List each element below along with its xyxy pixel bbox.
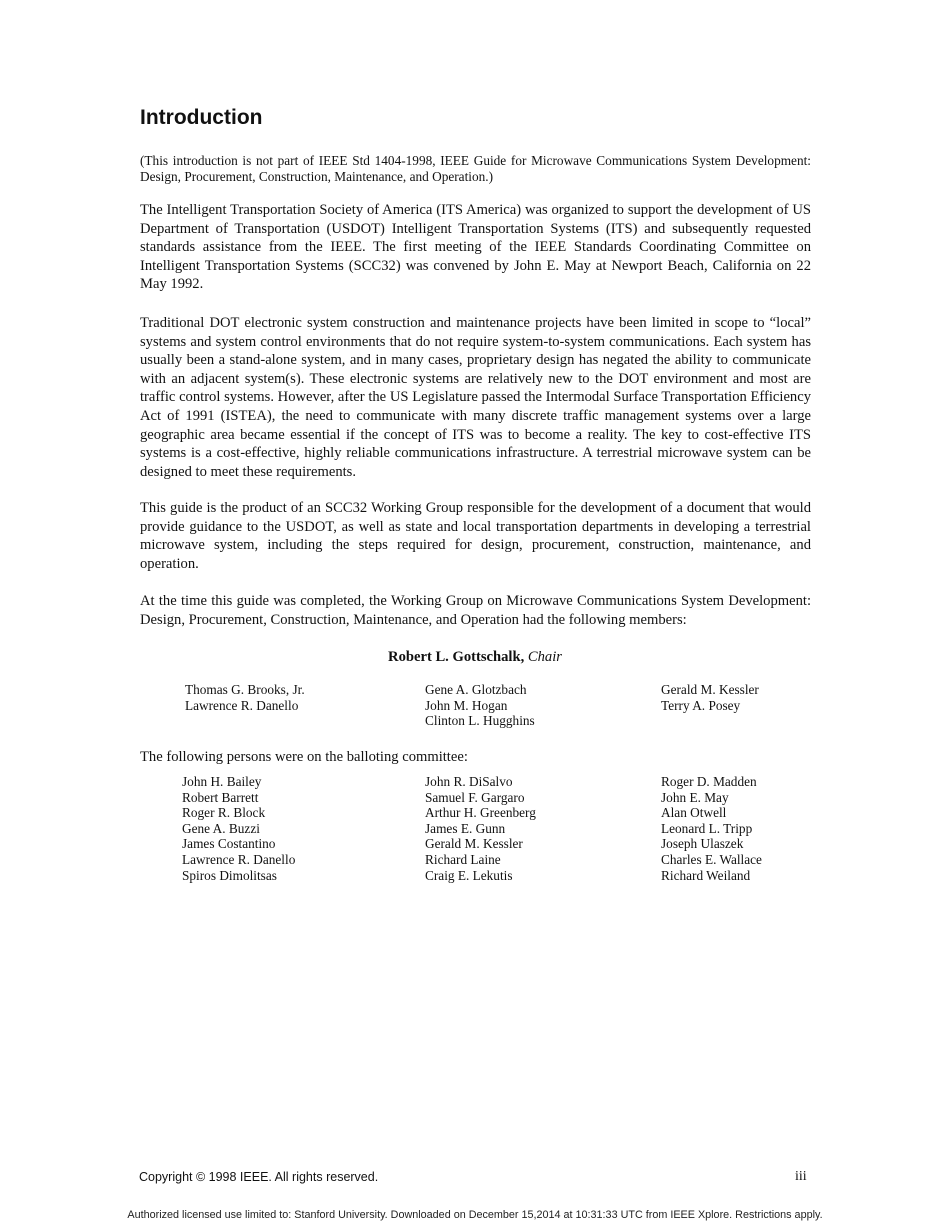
members-column-2 [425,682,535,729]
ballot-member-name: Gene A. Buzzi [182,820,260,836]
ballot-member-name: Lawrence R. Danello [182,851,296,867]
paragraph-working-group: At the time this guide was completed, the Working Group on Microwave Communications System Development: Design, Procurement, Construction, Maintenance, and Operation had the following members: [140,593,811,628]
ballot-column-1 [182,774,295,883]
members-column-1 [185,682,305,713]
ballot-member-name: Alan Otwell [661,805,727,821]
paragraph-guide-product: This guide is the product of an SCC32 Working Group responsible for the development of a document that would provide guidance to the USDOT, as well as state and local transportation departments in developing a terrestrial microwave system, including the steps required for design, procurement, construction, maintenance, and operation. [140,500,811,572]
ballot-column-3 [661,774,762,883]
working-group-chair [0,649,950,666]
member-name: Clinton L. Hugghins [425,713,535,729]
member-name: Thomas G. Brooks, Jr. [185,682,305,697]
page-title: Introduction [140,106,263,129]
ballot-member-name: Arthur H. Greenberg [425,805,536,821]
ballot-member-name: Leonard L. Tripp [661,820,753,836]
ballot-member-name: Gerald M. Kessler [425,836,523,852]
chair-name: Robert L. Gottschalk, [388,649,525,665]
ballot-member-name: Joseph Ulaszek [661,836,744,852]
paragraph-its-america: The Intelligent Transportation Society of America (ITS America) was organized to support the development of US Department of Transportation (USDOT) Intelligent Transportation Systems (ITS) and subsequently requested standards assistance from the IEEE. The first meeting of the IEEE Standards Coordinating Committee on Intelligent Transportation Systems (SCC32) was convened by John E. May at Newport Beach, California on 22 May 1992. [140,202,811,293]
member-name: John M. Hogan [425,697,508,713]
chair-role: Chair [527,649,562,665]
ballot-member-name: James E. Gunn [425,820,506,836]
introduction-note: (This introduction is not part of IEEE Std 1404-1998, IEEE Guide for Microwave Communications System Development: Design, Procurement, Construction, Maintenance, and Operation.) [140,153,811,184]
ballot-member-name: Spiros Dimolitsas [182,867,277,883]
balloting-committee-intro: The following persons were on the balloting committee: [140,749,468,765]
page-number: iii [795,1169,807,1184]
copyright-notice: Copyright © 1998 IEEE. All rights reserved. [139,1170,379,1184]
ballot-member-name: Craig E. Lekutis [425,867,513,883]
ballot-member-name: John E. May [661,789,729,805]
member-name: Terry A. Posey [661,697,741,713]
member-name: Gene A. Glotzbach [425,682,527,697]
ballot-member-name: Charles E. Wallace [661,851,762,867]
ballot-member-name: Samuel F. Gargaro [425,789,525,805]
ballot-member-name: James Costantino [182,836,276,852]
member-name: Lawrence R. Danello [185,697,299,713]
ballot-column-2 [425,774,536,883]
paragraph-traditional-dot: Traditional DOT electronic system construction and maintenance projects have been limited in scope to “local” systems and system control environments that do not require system-to-system communications. Each system has usually been a stand-alone system, and in many cases, proprietary design has negated the ability to communicate with an adjacent system(s). These electronic systems are relatively new to the DOT environment and most are traffic control systems. However, after the US Legislature passed the Intermodal Surface Transportation Efficiency Act of 1991 (ISTEA), the need to communicate with many discrete traffic management systems over a large geographic area became essential if the concept of ITS was to become a reality. The key to cost-effective ITS systems is a cost-effective, highly reliable communications infrastructure. A terrestrial microwave system can be designed to meet these requirements. [140,315,811,480]
license-notice: Authorized licensed use limited to: Stanford University. Downloaded on December 15,2014 at 10:31:33 UTC from IEEE Xplore. Restrictions apply. [127,1209,823,1221]
ballot-member-name: Roger D. Madden [661,774,757,789]
ballot-member-name: Robert Barrett [182,789,259,805]
ballot-member-name: John R. DiSalvo [425,774,513,789]
ballot-member-name: Roger R. Block [182,805,266,821]
ballot-member-name: John H. Bailey [182,774,262,789]
ballot-member-name: Richard Laine [425,851,501,867]
ballot-member-name: Richard Weiland [661,867,751,883]
member-name: Gerald M. Kessler [661,682,759,697]
members-column-3 [661,682,759,713]
